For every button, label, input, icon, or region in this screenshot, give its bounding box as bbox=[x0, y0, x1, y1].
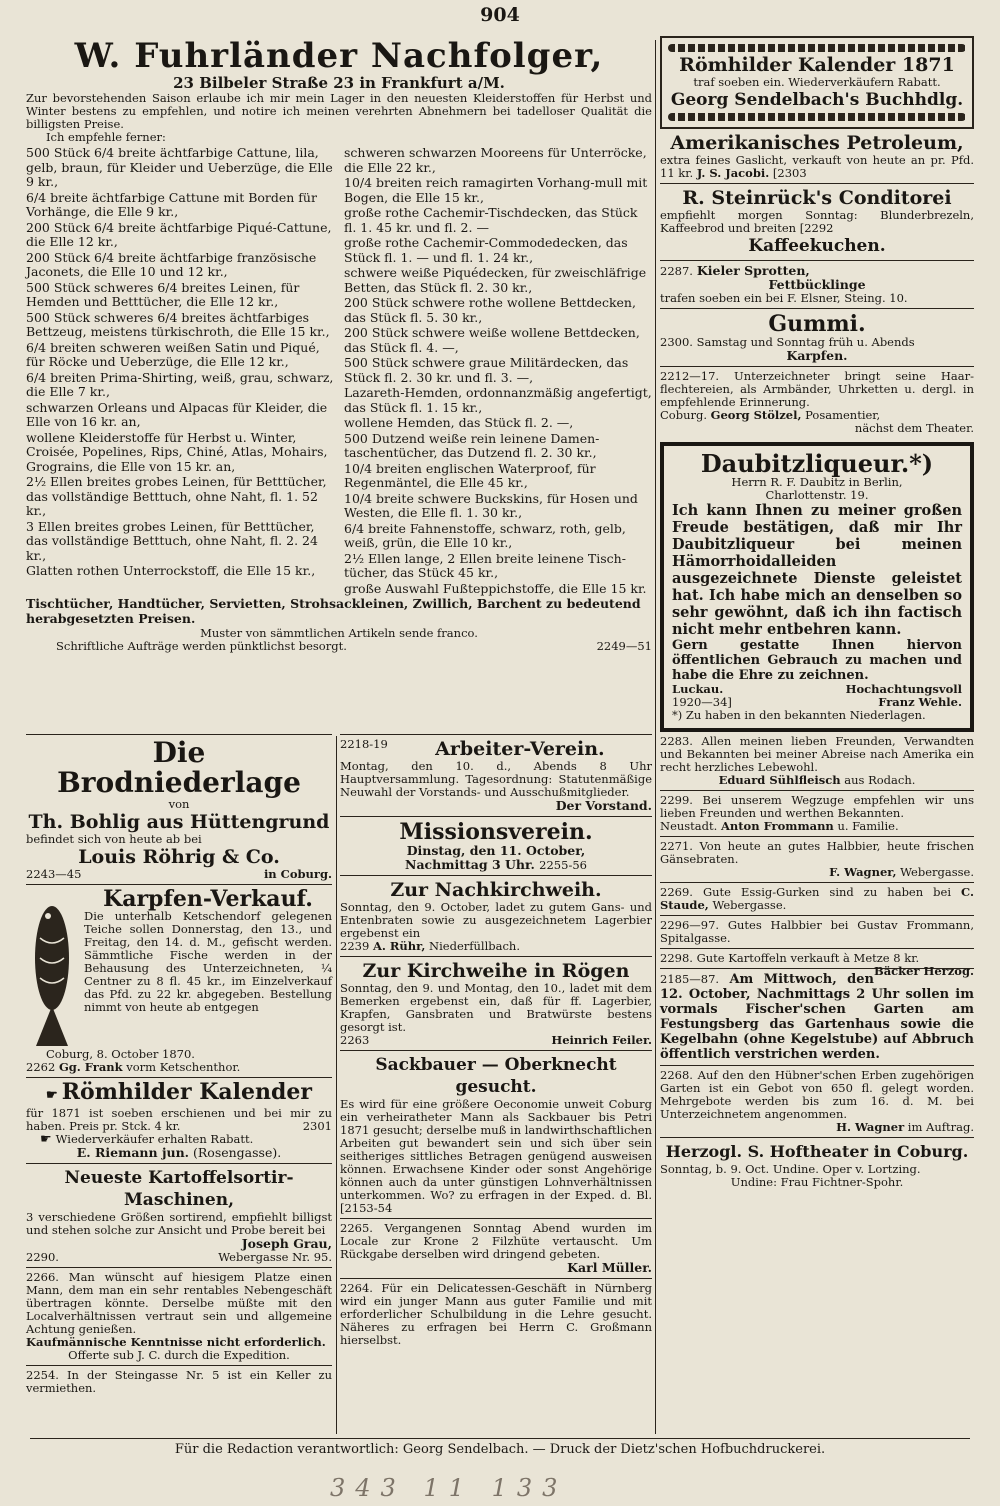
sackbauer-text-line bbox=[340, 1098, 652, 1215]
haar-ref: 2212—17. bbox=[660, 369, 720, 383]
filzhuete-ad bbox=[340, 1218, 652, 1278]
fuhrlaender-ref: 2249—51 bbox=[596, 639, 652, 653]
herzog-ref: 2298. bbox=[660, 951, 693, 965]
amerika-ref: 2283. bbox=[660, 734, 693, 748]
amerika-line bbox=[660, 735, 974, 774]
mann-ad bbox=[26, 1267, 332, 1365]
sprotten-sub: Fettbücklinge bbox=[768, 277, 866, 292]
roegen-name: Heinrich Feiler. bbox=[551, 1033, 652, 1047]
staude-line bbox=[660, 886, 974, 912]
mann-ref: 2266. bbox=[26, 1270, 59, 1284]
roegen-sign bbox=[340, 1034, 652, 1047]
wagner-name: F. Wagner, bbox=[829, 865, 897, 879]
staude-addr: Webergasse. bbox=[712, 898, 787, 912]
frommann-place: Neustadt. bbox=[660, 819, 718, 833]
fuhrlaender-intro: Zur bevorstehenden Saison erlaube ich mir mein Lager in den neuesten Kleiderstoffen für Herbst und Winter bestens zu empfehlen, und notire ich meinen verehrten Abnehmern bei tadelloser Qualität die billigsten Preise. bbox=[26, 91, 652, 131]
halbbier-ref: 2296—97. bbox=[660, 918, 720, 932]
mission-title: Missionsverein. bbox=[399, 819, 593, 845]
nachkirchweih-sign bbox=[340, 940, 652, 953]
list-item: schweren schwarzen Mooreens für Unterröcke, die Elle 22 kr., bbox=[344, 145, 647, 175]
sackbauer-text: Es wird für eine größere Oeconomie unweit Coburg ein verheiratheter Mann als Sackbauer bis Petri 1871 gesucht; derselbe muß in landwirthschaftlichen Arbeiten gut bewandert sein und sich über sein seitheriges sittliches Betragen genügend ausweisen können. Erwachsene Kinder oder sonst Angehörige können auch da unter günstigen Lohnverhältnissen unterkommen. Wo? zu erfragen in der Exped. d. Bl. bbox=[340, 1097, 652, 1202]
daubitz-body: Ich kann Ihnen zu meiner großen Freude bestätigen, daß mir Ihr Daubitzliqueur bei meinen Hämorrhoidalleiden ausgezeichnete Dienste geleistet hat. Ich habe mich an denselben so sehr gewöhnt, daß ich ihn factisch nicht mehr entbehren kann. bbox=[672, 502, 962, 638]
list-item: schwere weiße Piquédecken, für zweischläfrige Betten, das Stück fl. 2. 30 kr., bbox=[344, 265, 647, 295]
imprint-footer: Für die Redaction verantwortlich: Georg Sendelbach. — Druck der Dietz'schen Hofbuchdruckerei. bbox=[30, 1438, 970, 1457]
keller-ref: 2254. bbox=[26, 1368, 59, 1382]
staude-ref: 2269. bbox=[660, 885, 693, 899]
roemhild-box bbox=[660, 36, 974, 129]
karpfen-ref: 2262 bbox=[26, 1060, 56, 1074]
karpfen-title: Karpfen-Verkauf. bbox=[103, 886, 313, 912]
garten-ad bbox=[660, 1065, 974, 1137]
sprotten-title: Kieler Sprotten, bbox=[696, 263, 810, 278]
nuernberg-line bbox=[340, 1282, 652, 1347]
staude-text: Gute Essig-Gurken sind zu haben bei bbox=[702, 885, 952, 899]
amerika-ad bbox=[660, 732, 974, 790]
fuhrlaender-closing: Tischtücher, Handtücher, Servietten, Strohsackleinen, Zwillich, Barchent zu bedeutend herabgesetzten Preisen. bbox=[26, 596, 641, 626]
theater-title: Herzogl. S. Hoftheater in Coburg. bbox=[665, 1142, 969, 1161]
conditorei-ref: [2292 bbox=[799, 221, 834, 235]
pointing-hand-icon: ☛ bbox=[46, 1088, 58, 1103]
theater-line2: Undine: Frau Fichtner-Spohr. bbox=[730, 1175, 904, 1189]
filzhuete-text: Vergangenen Sonntag Abend wurden im Locale zur Krone 2 Filzhüte vertauscht. Um Rückgabe derselben wird dringend gebeten. bbox=[340, 1221, 652, 1261]
conditorei-title: R. Steinrück's Conditorei bbox=[682, 187, 952, 209]
wagner-ref: 2271. bbox=[660, 839, 693, 853]
halbbier-line bbox=[660, 919, 974, 945]
staude-ad bbox=[660, 882, 974, 915]
sprotten-title-line bbox=[660, 264, 974, 278]
nuernberg-ref: 2264. bbox=[340, 1281, 373, 1295]
roemhild2-addr: (Rosengasse). bbox=[193, 1145, 282, 1160]
brod-owner: Th. Bohlig aus Hüttengrund bbox=[28, 811, 330, 833]
nachkirchweih-text: Sonntag, den 9. October, ladet zu gutem Gans- und Entenbraten sowie zu ausgezeichnetem Lagerbier ergebenst ein bbox=[340, 900, 652, 940]
sprotten-ref: 2287. bbox=[660, 264, 693, 278]
filzhuete-text-line bbox=[340, 1222, 652, 1261]
roemhild-line1: traf soeben ein. Wiederverkäufern Rabatt. bbox=[693, 75, 941, 89]
wagner-addr: Webergasse. bbox=[900, 865, 974, 879]
list-item: 2½ Ellen breites grobes Leinen, für Betttücher, das vollständige Betttuch, ohne Naht, fl. 1. 52 kr., bbox=[26, 474, 327, 518]
list-item: 500 Stück schweres 6/4 breites Leinen, für Hemden und Betttücher, die Elle 12 kr., bbox=[26, 279, 300, 309]
fish-icon bbox=[26, 888, 78, 1048]
haar-place: nächst dem Theater. bbox=[854, 421, 974, 435]
festung-line bbox=[660, 972, 974, 1062]
mission-ad bbox=[340, 816, 652, 875]
nuernberg-ad bbox=[340, 1278, 652, 1350]
list-item: große rothe Cachemir-Commodedecken, das Stück fl. 1. — und fl. 1. 24 kr., bbox=[344, 235, 628, 265]
frommann-ad bbox=[660, 790, 974, 836]
frommann-text: Bei unserem Wegzuge empfehlen wir uns lieben Freunden und werthen Bekannten. bbox=[660, 793, 974, 820]
pointing-hand-icon: ☛ bbox=[40, 1132, 52, 1147]
roemhild2-ad bbox=[26, 1077, 332, 1163]
chain-border bbox=[668, 44, 966, 52]
list-item: 10/4 breite schwere Buckskins, für Hosen und Westen, die Elle fl. 1. 30 kr., bbox=[344, 490, 638, 520]
arbeiter-ad bbox=[340, 734, 652, 816]
mann-offer: Offerte sub J. C. durch die Expedition. bbox=[68, 1348, 290, 1362]
karpfen-date: Coburg, 8. October 1870. bbox=[46, 1047, 195, 1061]
brod-ref: 2243—45 bbox=[26, 867, 82, 881]
amerika-sign bbox=[660, 774, 974, 787]
conditorei-item: Kaffeekuchen. bbox=[748, 236, 886, 256]
daubitz-place: Luckau. bbox=[672, 682, 724, 696]
list-item: wollene Hemden, das Stück fl. 2. —, bbox=[344, 415, 574, 430]
haar-line bbox=[660, 370, 974, 409]
list-item: 200 Stück schwere weiße wollene Bettdecken, das Stück fl. 4. —, bbox=[344, 325, 640, 355]
halbbier-text: Gutes Halbbier bei Gustav Frommann, bbox=[727, 918, 974, 932]
list-item: 10/4 breiten reich ramagirten Vorhang-mull mit Bogen, die Elle 15 kr., bbox=[344, 175, 648, 205]
kartoffel-ad bbox=[26, 1163, 332, 1267]
daubitz-title: Daubitzliqueur.*) bbox=[700, 449, 934, 478]
halbbier-addr: Spitalgasse. bbox=[660, 931, 731, 945]
list-item: große Auswahl Fußteppichstoffe, die Elle 15 kr. bbox=[344, 580, 647, 596]
column-rule-right bbox=[655, 40, 656, 1434]
petroleum-ad bbox=[660, 129, 974, 183]
petroleum-line bbox=[660, 154, 974, 180]
staude-name: C. Staude, bbox=[660, 885, 975, 912]
frommann-ref: 2299. bbox=[660, 793, 693, 807]
petroleum-title: Amerikanisches Petroleum, bbox=[670, 132, 964, 154]
haar-city: Coburg. bbox=[660, 408, 708, 422]
karpfen-name: Gg. Frank bbox=[58, 1060, 123, 1074]
list-item: 200 Stück 6/4 breite ächtfarbige Piqué-Cattune, die Elle 12 kr., bbox=[26, 219, 332, 249]
garten-sign bbox=[660, 1121, 974, 1134]
arbeiter-title: Arbeiter-Verein. bbox=[435, 738, 605, 760]
sackbauer-title: Sackbauer — Oberknecht gesucht. bbox=[375, 1055, 617, 1097]
roegen-ref: 2263 bbox=[340, 1033, 370, 1047]
nuernberg-text: Für ein Delicatessen-Geschäft in Nürnberg wird ein junger Mann aus guter Familie und mit erforderlicher Schulbildung in die Lehre gesucht. Näheres zu erfragen bei Herrn C. Großmann hierselbst. bbox=[340, 1281, 652, 1347]
daubitz-foot: *) Zu haben in den bekannten Niederlagen. bbox=[672, 708, 926, 722]
list-item: 10/4 breiten englischen Waterproof, für Regenmäntel, die Elle 45 kr., bbox=[344, 460, 596, 490]
brod-ad bbox=[26, 734, 332, 884]
sackbauer-ad bbox=[340, 1050, 652, 1218]
arbeiter-title-line bbox=[340, 738, 652, 760]
list-item: Glatten rothen Unterrockstoff, die Elle 15 kr., bbox=[26, 563, 316, 578]
list-item: 500 Stück schwere graue Militärdecken, das Stück fl. 2. 30 kr. und fl. 3. —, bbox=[344, 355, 629, 385]
herzog-ad bbox=[660, 948, 974, 978]
fuhrlaender-samples: Muster von sämmtlichen Artikeln sende franco. bbox=[200, 626, 478, 640]
fuhrlaender-orders: Schriftliche Aufträge werden pünktlichst besorgt. bbox=[56, 639, 347, 653]
fuhrlaender-orders-line bbox=[56, 640, 652, 653]
roemhild2-title: Römhilder Kalender bbox=[61, 1079, 312, 1105]
fuhrlaender-recommend: Ich empfehle ferner: bbox=[46, 130, 166, 144]
daubitz-name: Franz Wehle. bbox=[878, 695, 962, 709]
herzog-name: Bäcker Herzog. bbox=[873, 964, 974, 978]
arbeiter-ref: 2218-19 bbox=[340, 737, 388, 751]
brod-von: von bbox=[168, 797, 190, 811]
filzhuete-ref: 2265. bbox=[340, 1221, 373, 1235]
wagner-sign bbox=[660, 866, 974, 879]
chain-border bbox=[668, 113, 966, 121]
left-column bbox=[26, 734, 332, 1398]
haar-role: Posamentier, bbox=[805, 408, 881, 422]
archive-mark: 343 11 133 bbox=[330, 1474, 568, 1502]
wagner-ad bbox=[660, 836, 974, 882]
roegen-text: Sonntag, den 9. und Montag, den 10., ladet mit dem Bemerken ergebenst ein, daß für ff. Lagerbier, Krapfen, Gansbraten und Bratwürste bestens gesorgt ist. bbox=[340, 981, 652, 1034]
fuhrlaender-name: W. Fuhrländer Nachfolger, bbox=[74, 36, 604, 76]
list-item: 200 Stück 6/4 breite ächtfarbige französische Jaconets, die Elle 10 und 12 kr., bbox=[26, 249, 317, 279]
garten-addr: im Auftrag. bbox=[907, 1120, 974, 1134]
amerika-name: Eduard Sühlfleisch bbox=[718, 773, 841, 787]
roemhild2-name: E. Riemann jun. bbox=[76, 1145, 190, 1160]
gummi-ad bbox=[660, 308, 974, 366]
fuhrlaender-item-columns bbox=[26, 146, 652, 597]
list-item: 2½ Ellen lange, 2 Ellen breite leinene Tisch-tücher, das Stück 45 kr., bbox=[344, 550, 626, 580]
conditorei-text: empfiehlt morgen Sonntag: Blunderbrezeln, Kaffeebrod und breiten bbox=[660, 208, 974, 235]
haar-ad bbox=[660, 366, 974, 438]
list-item: 6/4 breite Fahnenstoffe, schwarz, roth, gelb, weiß, grün, die Elle 10 kr., bbox=[344, 520, 626, 550]
roemhild2-text-line bbox=[26, 1107, 332, 1133]
brod-foot bbox=[26, 868, 332, 881]
nachkirchweih-ref: 2239 bbox=[340, 939, 370, 953]
kartoffel-name: Joseph Grau, bbox=[241, 1236, 332, 1251]
conditorei-ad bbox=[660, 183, 974, 260]
list-item: 500 Stück schweres 6/4 breites ächtfarbiges Bettzeug, meistens türkischroth, die Elle 15 kr., bbox=[26, 309, 330, 339]
frommann-name: Anton Frommann bbox=[720, 819, 834, 833]
list-item: 6/4 breite ächtfarbige Cattune mit Borden für Vorhänge, die Elle 9 kr., bbox=[26, 189, 317, 219]
daubitz-street: Charlottenstr. 19. bbox=[765, 488, 869, 502]
roegen-title: Zur Kirchweihe in Rögen bbox=[362, 960, 630, 982]
daubitz-greet: Hochachtungsvoll bbox=[845, 682, 962, 696]
filzhuete-name: Karl Müller. bbox=[567, 1260, 652, 1275]
festung-ref: 2185—87. bbox=[660, 972, 720, 986]
festung-ad bbox=[660, 968, 974, 1065]
kartoffel-text: 3 verschiedene Größen sortirend, empfiehlt billigst und stehen solche zur Ansicht und Probe bereit bei bbox=[26, 1210, 332, 1237]
list-item: schwarzen Orleans und Alpacas für Kleider, die Elle von 16 kr. an, bbox=[26, 399, 328, 429]
garten-line bbox=[660, 1069, 974, 1121]
fuhrlaender-left-items bbox=[26, 146, 334, 597]
garten-name: H. Wagner bbox=[836, 1120, 905, 1134]
arbeiter-text: Montag, den 10. d., Abends 8 Uhr Hauptversammlung. Tagesordnung: Statutenmäßige Neuwahl der Vorstands- und Ausschußmitglieder. bbox=[340, 759, 652, 799]
fuhrlaender-right-items bbox=[344, 146, 652, 597]
karpfen-sign bbox=[26, 1061, 332, 1074]
nachkirchweih-addr: Niederfüllbach. bbox=[429, 939, 520, 953]
kartoffel-addr: Webergasse Nr. 95. bbox=[218, 1250, 332, 1264]
nachkirchweih-name: A. Rühr, bbox=[372, 939, 426, 953]
garten-text: Auf den den Hübner'schen Erben zugehörigen Garten ist ein Gebot von 650 fl. gelegt worden. Mehrgebote werden bis zum 16. d. M. bei Unterzeichnetem angenommen. bbox=[660, 1068, 975, 1121]
daubitz-body2: Gern gestatte Ihnen hiervon öffentlichen Gebrauch zu machen und habe die Ehre zu zeichnen. bbox=[672, 638, 962, 683]
amerika-addr: aus Rodach. bbox=[844, 773, 916, 787]
roemhild-title: Römhilder Kalender 1871 bbox=[679, 54, 955, 76]
mission-line2: Nachmittag 3 Uhr. bbox=[405, 857, 535, 872]
kartoffel-foot bbox=[26, 1251, 332, 1264]
sackbauer-ref: [2153-54 bbox=[340, 1201, 393, 1215]
gummi-ref: 2300. bbox=[660, 335, 693, 349]
frommann-line bbox=[660, 794, 974, 820]
page-number: 904 bbox=[480, 4, 520, 26]
middle-column bbox=[340, 734, 652, 1350]
wagner-line bbox=[660, 840, 974, 866]
mann-note: Kaufmännische Kenntnisse nicht erforderlich. bbox=[26, 1335, 326, 1349]
keller-line bbox=[26, 1369, 332, 1395]
brod-firm: Louis Röhrig & Co. bbox=[78, 846, 280, 868]
list-item: 500 Dutzend weiße rein leinene Damen-taschentücher, das Dutzend fl. 2. 30 kr., bbox=[344, 430, 600, 460]
amerika-text: Allen meinen lieben Freunden, Verwandten und Bekannten bei meiner Abreise nach Amerika ein recht herzliches Lebewohl. bbox=[660, 734, 974, 774]
roemhild2-ref: 2301 bbox=[302, 1119, 332, 1133]
haar-name: Georg Stölzel, bbox=[710, 408, 802, 422]
karpfen-ad bbox=[26, 884, 332, 1077]
mission-line2-wrap bbox=[340, 858, 652, 872]
haar-text: Unterzeichneter bringt seine Haar-flechtereien, als Armbänder, Uhrketten u. dergl. in empfehlende Erinnerung. bbox=[660, 369, 974, 409]
petroleum-ref: [2303 bbox=[772, 166, 807, 180]
frommann-addr: u. Familie. bbox=[837, 819, 899, 833]
sprotten-text: trafen soeben ein bei F. Elsner, Steing. 10. bbox=[660, 291, 908, 305]
frommann-sign bbox=[660, 820, 974, 833]
fuhrlaender-address: 23 Bilbeler Straße 23 in Frankfurt a/M. bbox=[173, 74, 505, 92]
roemhild2-text: für 1871 ist soeben erschienen und bei mir zu haben. Preis pr. Stck. 4 kr. bbox=[26, 1106, 332, 1133]
roemhild2-title-line bbox=[26, 1081, 332, 1107]
list-item: 200 Stück schwere rothe wollene Bettdecken, das Stück fl. 5. 30 kr., bbox=[344, 295, 636, 325]
herzog-line bbox=[660, 951, 974, 978]
gummi-item: Karpfen. bbox=[786, 348, 848, 363]
theater-line1: Sonntag, b. 9. Oct. Undine. Oper v. Lortzing. bbox=[660, 1162, 921, 1176]
daubitz-to: Herrn R. F. Daubitz in Berlin, bbox=[731, 475, 903, 489]
wagner-text: Von heute an gutes Halbbier, heute frischen Gänsebraten. bbox=[660, 839, 975, 866]
petroleum-text: extra feines Gaslicht, verkauft von heute an pr. Pfd. 11 kr. bbox=[660, 153, 974, 180]
list-item: wollene Kleiderstoffe für Herbst u. Winter, Croisée, Popelines, Rips, Chiné, Atlas, Mohairs, Grograins, die Elle von 15 kr. an, bbox=[26, 429, 328, 474]
karpfen-text: Die unterhalb Ketschendorf gelegenen Teiche sollen Donnerstag, den 13., und Freitag, den 14. d. M., gefischt werden. Sämmtliche Fische werden in der Behausung des Unterzeichneten, ¼ Centner zu 8 fl. 45 kr., im Einzelverkauf das Pfd. zu 22 kr. abgegeben. Bestellung nimmt von heute ab entgegen bbox=[84, 909, 332, 1014]
kartoffel-title: Neueste Kartoffelsortir-Maschinen, bbox=[64, 1168, 294, 1210]
gummi-text: Samstag und Sonntag früh u. Abends bbox=[696, 335, 915, 349]
nachkirchweih-ad bbox=[340, 875, 652, 956]
keller-ad bbox=[26, 1365, 332, 1398]
sprotten-ad bbox=[660, 260, 974, 308]
daubitz-ref: 1920—34] bbox=[672, 695, 732, 709]
halbbier-ad bbox=[660, 915, 974, 948]
festung-text: Am Mittwoch, den 12. October, Nachmittags 2 Uhr sollen im vormals Fischer'schen Garten am Festungsberg das Gartenhaus sowie die Kegelbahn (ohne Kegelstube) auf Abbruch öffentlich verstrichen werden. bbox=[660, 972, 974, 1062]
mann-text-line bbox=[26, 1271, 332, 1336]
conditorei-line bbox=[660, 209, 974, 235]
arbeiter-sign: Der Vorstand. bbox=[555, 798, 652, 813]
theater-ad bbox=[660, 1137, 974, 1192]
daubitz-ad bbox=[660, 442, 974, 732]
brod-text: befindet sich von heute ab bei bbox=[26, 832, 202, 846]
brod-title: Die Brodniederlage bbox=[57, 736, 301, 799]
keller-text: In der Steingasse Nr. 5 ist ein Keller zu vermiethen. bbox=[26, 1368, 332, 1395]
column-rule-middle bbox=[336, 736, 337, 1434]
petroleum-seller: J. S. Jacobi. bbox=[696, 166, 770, 180]
herzog-text: Gute Kartoffeln verkauft à Metze 8 kr. bbox=[696, 951, 920, 965]
nachkirchweih-title: Zur Nachkirchweih. bbox=[390, 879, 602, 901]
kartoffel-ref: 2290. bbox=[26, 1250, 59, 1264]
roemhild2-sign bbox=[26, 1146, 332, 1160]
mission-line1: Dinstag, den 11. October, bbox=[406, 843, 586, 858]
roemhild2-rabatt: Wiederverkäufer erhalten Rabatt. bbox=[55, 1132, 254, 1146]
list-item: 6/4 breiten schweren weißen Satin und Piqué, für Röcke und Ueberzüge, die Elle 12 kr., bbox=[26, 339, 320, 369]
list-item: 6/4 breiten Prima-Shirting, weiß, grau, schwarz, die Elle 7 kr., bbox=[26, 369, 334, 399]
list-item: 500 Stück 6/4 breite ächtfarbige Cattune, lila, gelb, braun, für Kleider und Ueberzüge, die Elle 9 kr., bbox=[26, 145, 333, 189]
list-item: 3 Ellen breites grobes Leinen, für Betttücher, das vollständige Betttuch, ohne Naht, fl. 2. 24 kr., bbox=[26, 518, 318, 563]
roemhild-shop: Georg Sendelbach's Buchhdlg. bbox=[670, 90, 964, 110]
mann-text: Man wünscht auf hiesigem Platze einen Mann, dem man ein sehr rentables Nebengeschäft übertragen könnte. Derselbe müßte mit den Localverhältnissen vertraut sein und allgemeine Achtung genießen. bbox=[26, 1270, 333, 1336]
list-item: Lazareth-Hemden, ordonnanzmäßig angefertigt, das Stück fl. 1. 15 kr., bbox=[344, 385, 652, 415]
mission-ref: 2255-56 bbox=[539, 858, 587, 872]
roegen-ad bbox=[340, 956, 652, 1050]
karpfen-addr: vorm Ketschenthor. bbox=[126, 1060, 241, 1074]
brod-city: in Coburg. bbox=[263, 867, 332, 881]
garten-ref: 2268. bbox=[660, 1068, 693, 1082]
gummi-title: Gummi. bbox=[768, 311, 866, 337]
right-column bbox=[660, 36, 974, 1192]
list-item: große rothe Cachemir-Tischdecken, das Stück fl. 1. 45 kr. und fl. 2. — bbox=[344, 205, 638, 235]
fuhrlaender-ad bbox=[26, 36, 652, 653]
